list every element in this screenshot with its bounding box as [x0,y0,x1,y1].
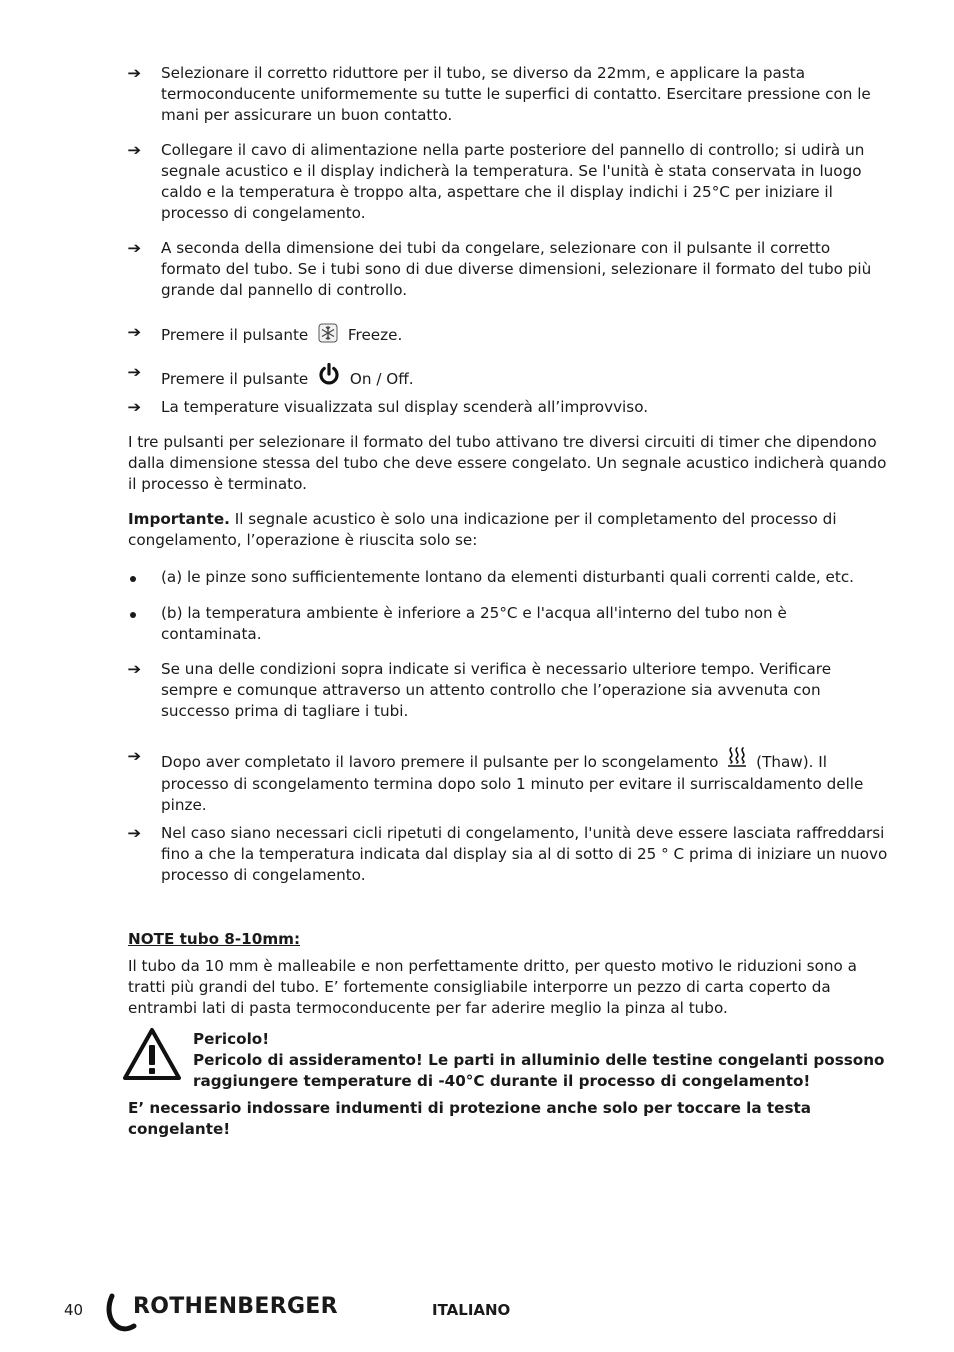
bullet-icon [128,567,161,588]
step-item [128,140,888,224]
arrow-icon: ➔ [127,747,142,765]
arrow-icon: ➔ [127,398,142,416]
step-text: Se una delle condizioni sopra indicate si verifica è necessario ulteriore tempo. Verificare sempre e comunque attraverso un attento controllo che l’operazione sia avvenuta con successo prima di tagliare i tubi. [161,660,832,720]
step-text: Nel caso siano necessari cicli ripetuti di congelamento, l'unità deve essere lasciata raffreddarsi fino a che la temperatura indicata dal display sia al di sotto di 25 ° C prima di iniziare un nuovo processo di congelamento. [161,824,888,884]
step-item [128,746,888,816]
step-text [161,746,888,816]
step-text [161,362,888,392]
step-text-after: Freeze. [347,326,403,344]
arrow-icon: ➔ [127,363,142,381]
step-text-after: (Thaw). Il processo di scongelamento termina dopo solo 1 minuto per evitare il surriscaldamento delle pinze. [161,753,864,814]
condition-item [128,567,888,588]
arrow-icon: ➔ [127,660,142,678]
step-item [128,397,888,418]
warning-text [193,1029,893,1092]
step-text [161,322,888,350]
step-text-before: Premere il pulsante [161,370,309,388]
step-item [128,659,888,722]
page-number: 40 [64,1301,84,1319]
note-text: Il tubo da 10 mm è malleabile e non perfettamente dritto, per questo motivo le riduzioni sono a tratti più grandi del tubo. E’ fortemente consigliabile interporre un pezzo di carta coperto da entrambi lati di pasta termoconducente per far aderire meglio la pinza al tubo. [128,957,857,1017]
step-text-after: On / Off. [349,370,414,388]
step-text-before: Premere il pulsante [161,326,309,344]
step-text: Selezionare il corretto riduttore per il tubo, se diverso da 22mm, e applicare la pasta termoconducente uniformemente su tutte le superfici di contatto. Esercitare pressione con le mani per assicurare un buon contatto. [161,64,871,124]
important-text: Il segnale acustico è solo una indicazione per il completamento del processo di congelamento, l’operazione è riuscita solo se: [128,510,837,549]
power-icon [317,362,341,392]
step-text: La temperature visualizzata sul display scenderà all’improvviso. [161,398,649,416]
brand-name: ROTHENBERGER [133,1294,338,1319]
condition-item [128,603,888,645]
condition-text: (b) la temperatura ambiente è inferiore a 25°C e l'acqua all'interno del tubo non è contaminata. [161,604,787,643]
paragraph-timer: I tre pulsanti per selezionare il formato del tubo attivano tre diversi circuiti di timer che dipendono dalla dimensione stessa del tubo che deve essere congelato. Un segnale acustico indicherà quando il processo è terminato. [128,433,887,493]
step-item [128,362,888,392]
warning-extra: E’ necessario indossare indumenti di protezione anche solo per toccare la testa congelante! [128,1099,812,1138]
arrow-icon: ➔ [127,64,142,82]
condition-text: (a) le pinze sono sufficientemente lontano da elementi disturbanti quali correnti calde, etc. [161,568,855,586]
important-paragraph [128,509,888,551]
arrow-icon: ➔ [127,239,142,257]
thaw-icon [727,746,747,774]
step-text: Collegare il cavo di alimentazione nella parte posteriore del pannello di controllo; si udirà un segnale acustico e il display indicherà la temperatura. Se l'unità è stata conservata in luogo caldo e la temperatura è troppo alta, aspettare che il display indichi i 25°C per iniziare il processo di congelamento. [161,141,865,222]
step-text-before: Dopo aver completato il lavoro premere il pulsante per lo scongelamento [161,753,719,771]
arrow-icon: ➔ [127,141,142,159]
note-heading: NOTE tubo 8-10mm: [128,930,301,948]
arrow-icon: ➔ [127,323,142,341]
important-label: Importante. [128,510,230,528]
step-text: A seconda della dimensione dei tubi da congelare, selezionare con il pulsante il corretto formato del tubo. Se i tubi sono di due diverse dimensioni, selezionare il formato del tubo più grande dal pannello di controllo. [161,239,872,299]
language-label: ITALIANO [432,1301,511,1319]
warning-triangle-icon [122,1027,182,1081]
step-item [128,322,888,350]
warning-body: Pericolo di assideramento! Le parti in alluminio delle testine congelanti possono raggiungere temperature di -40°C durante il processo di congelamento! [193,1051,885,1090]
arrow-icon: ➔ [127,824,142,842]
warning-title: Pericolo! [193,1030,270,1048]
step-item [128,823,888,886]
freeze-icon [317,322,339,350]
step-item [128,238,888,301]
step-item [128,63,888,126]
bullet-icon [128,603,161,645]
